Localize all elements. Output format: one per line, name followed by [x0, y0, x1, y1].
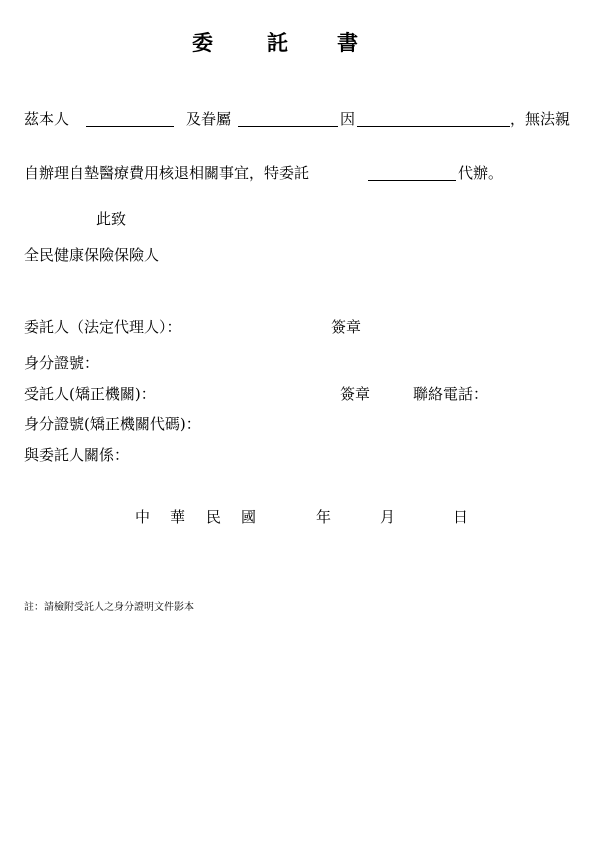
principal-seal-label: 簽章	[331, 318, 362, 336]
recipient: 全民健康保險保險人	[24, 246, 160, 264]
principal-label: 委託人（法定代理人）：	[24, 318, 182, 336]
date-month: 月	[380, 508, 396, 526]
title-char-1: 委	[192, 30, 213, 55]
footnote: 註：請檢附受託人之身分證明文件影本	[24, 602, 194, 613]
date-era-1: 中	[135, 508, 151, 526]
intro-unable: ，無法親	[510, 110, 571, 128]
intro-line2-end: 代辦。	[458, 164, 504, 182]
intro-line2: 自辦理自墊醫療費用核退相關事宜，特委託	[24, 164, 310, 182]
salutation: 此致	[96, 210, 127, 228]
agent-seal-label: 簽章	[340, 385, 371, 403]
date-era-3: 民	[206, 508, 222, 526]
principal-id-label: 身分證號：	[24, 354, 100, 372]
relation-label: 與委託人關係：	[24, 446, 130, 464]
intro-prefix: 茲本人	[24, 110, 70, 128]
title-char-3: 書	[337, 30, 358, 55]
title-char-2: 託	[267, 30, 288, 55]
agent-label: 受託人(矯正機關)：	[24, 385, 156, 403]
agent-phone-label: 聯絡電話：	[413, 385, 489, 403]
intro-because: 因	[340, 110, 356, 128]
agent-id-label: 身分證號(矯正機關代碼)：	[24, 415, 201, 433]
name-blank	[86, 126, 174, 127]
date-era-2: 華	[170, 508, 186, 526]
reason-blank	[357, 126, 510, 127]
date-era-4: 國	[241, 508, 257, 526]
family-blank	[238, 126, 338, 127]
date-year: 年	[316, 508, 332, 526]
agent-blank	[368, 180, 456, 181]
date-day: 日	[453, 508, 469, 526]
intro-family: 及眷屬	[186, 110, 232, 128]
